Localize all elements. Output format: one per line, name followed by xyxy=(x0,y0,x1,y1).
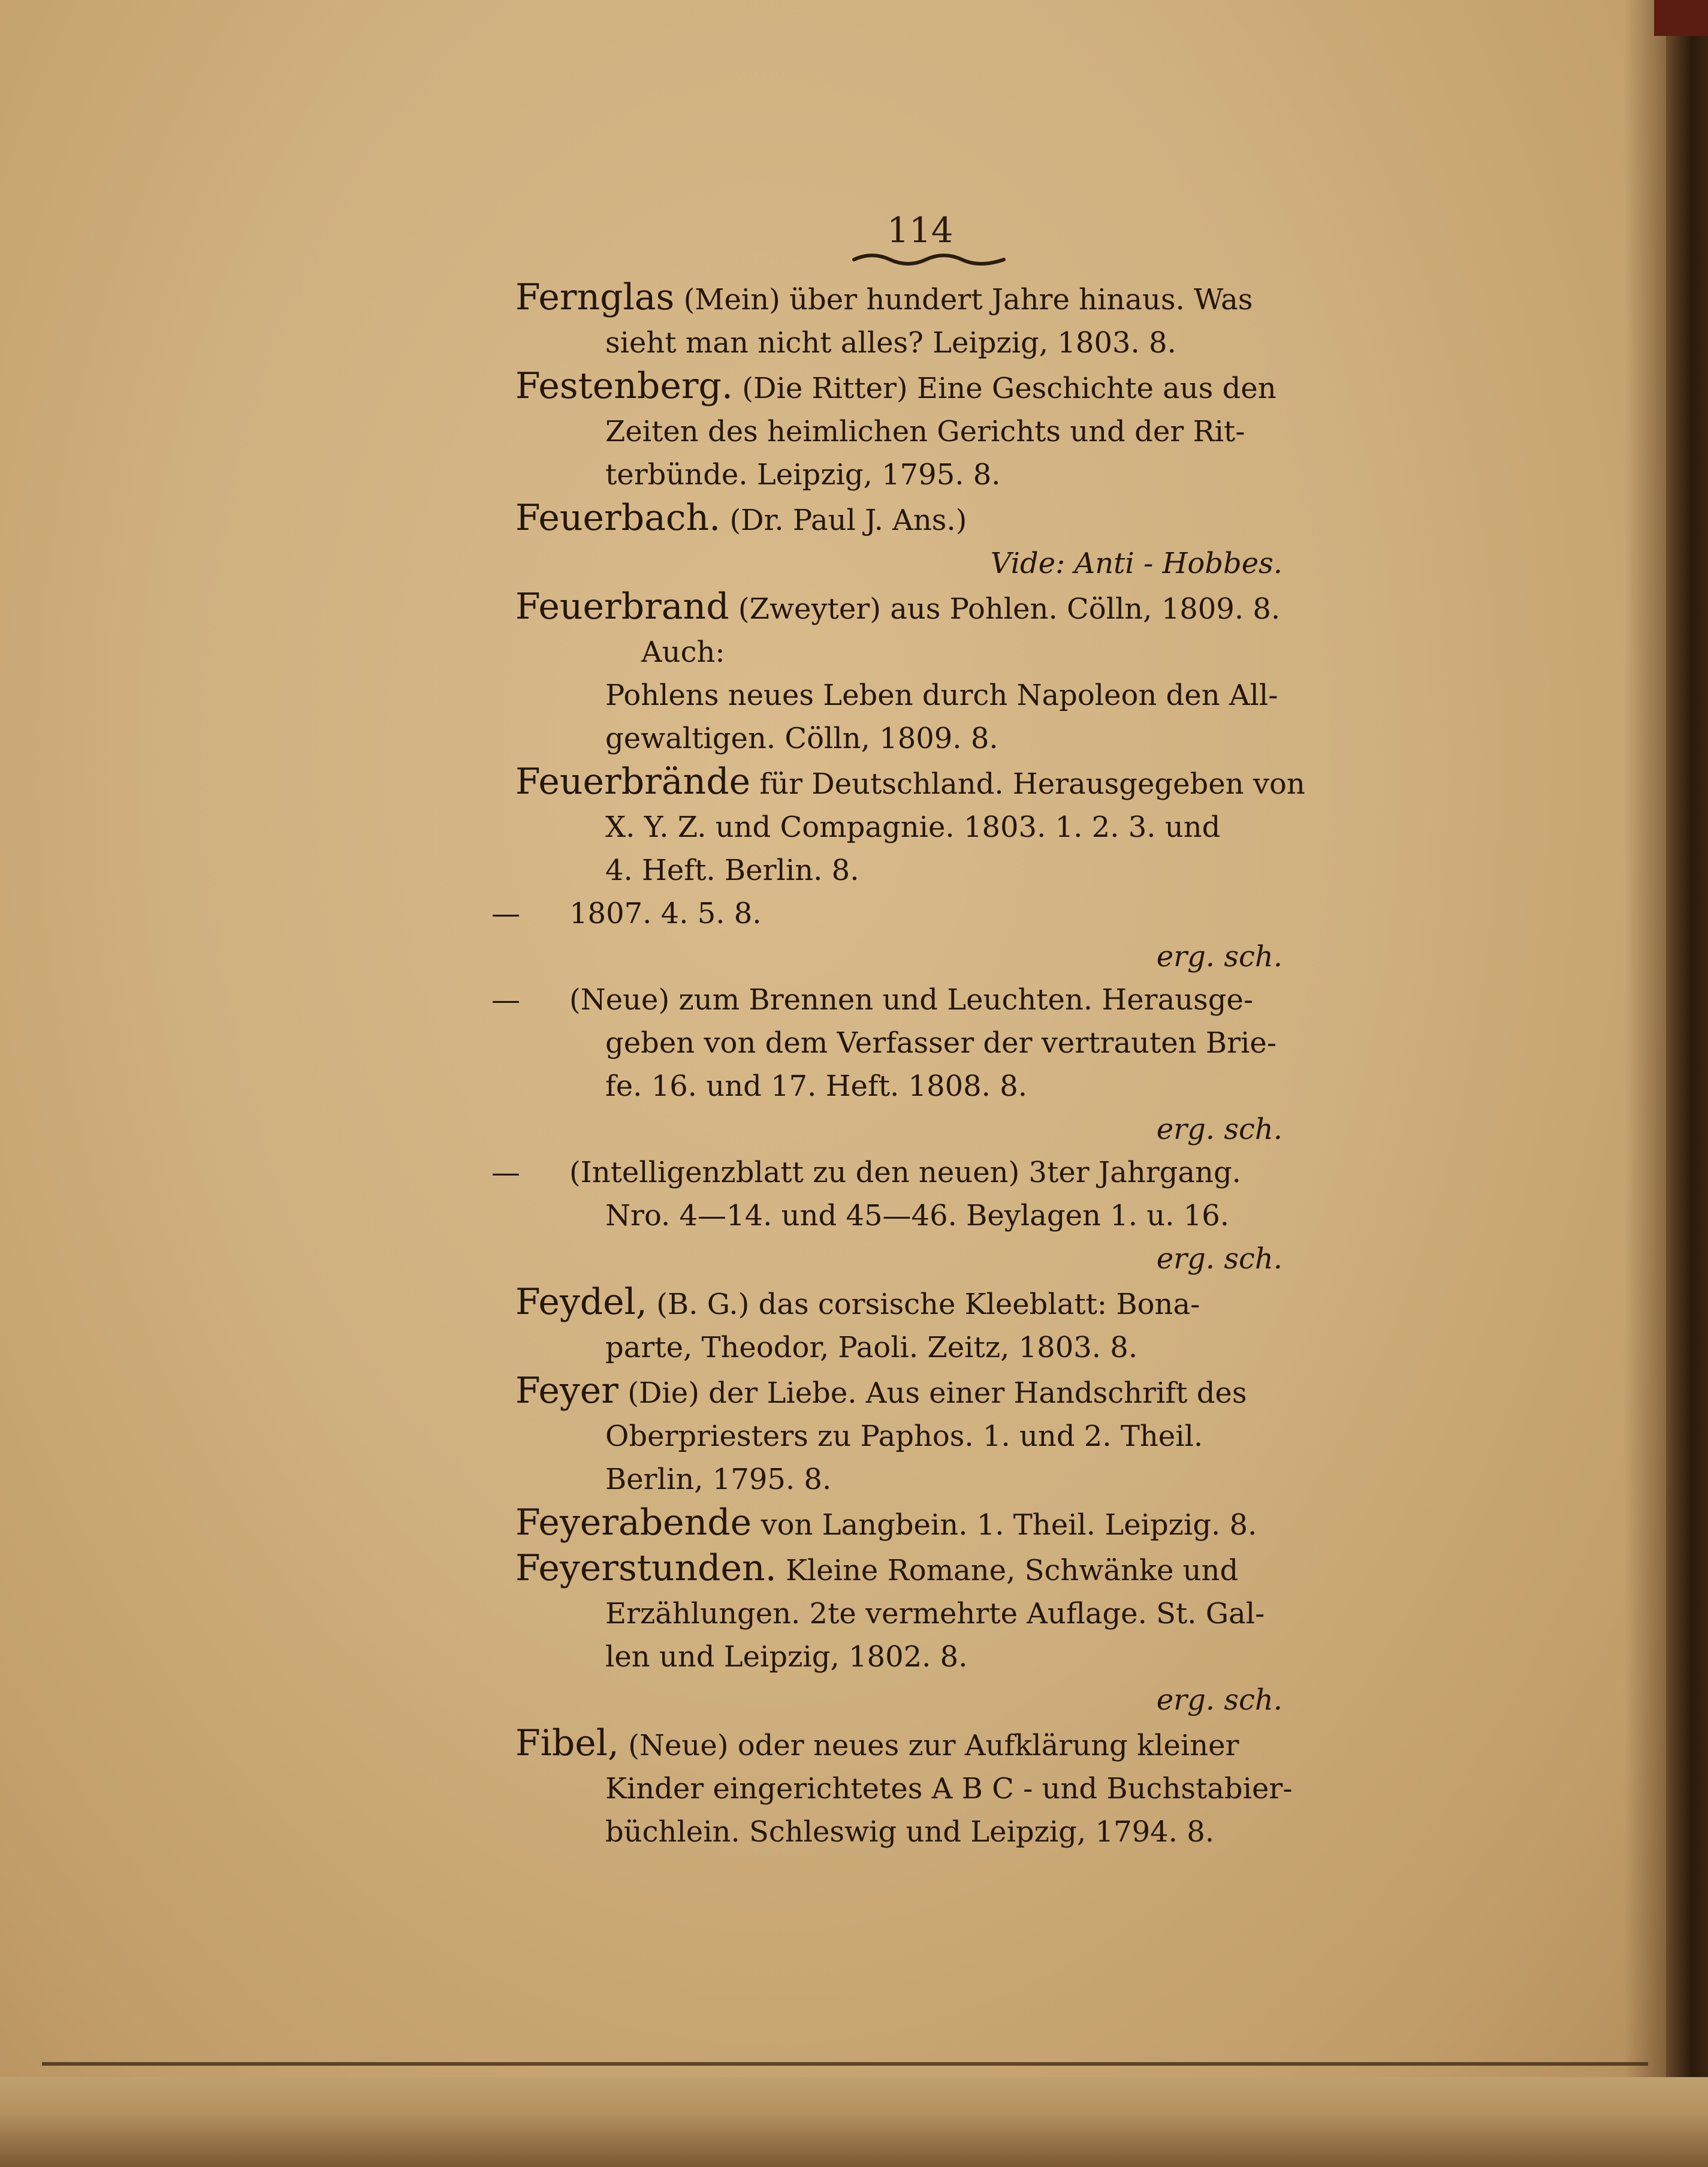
repeat-dash: — xyxy=(491,897,520,930)
entry-headword: Feuerbach. xyxy=(515,497,721,539)
repeat-dash: — xyxy=(491,1156,520,1189)
entry-continuation: Oberpriesters zu Paphos. 1. und 2. Theil. xyxy=(605,1419,1203,1453)
catalog-line xyxy=(515,364,1318,410)
entry-text: (Zweyter) aus Pohlen. Cölln, 1809. 8. xyxy=(738,592,1281,626)
entry-headword: Fibel, xyxy=(515,1722,619,1764)
entry-continuation: gewaltigen. Cölln, 1809. 8. xyxy=(605,722,998,755)
source-note: erg. sch. xyxy=(1156,940,1282,974)
entry-headword: Festenberg. xyxy=(515,365,733,407)
entry-text: für Deutschland. Herausgegeben von xyxy=(759,767,1305,801)
entry-continuation: Nro. 4—14. und 45—46. Beylagen 1. u. 16. xyxy=(605,1199,1230,1232)
catalog-line xyxy=(491,978,1318,1021)
catalog-line xyxy=(515,1369,1318,1415)
entry-headword: Feydel, xyxy=(515,1281,647,1323)
source-note: Vide: Anti - Hobbes. xyxy=(990,547,1282,580)
catalog-text xyxy=(491,276,1318,1853)
entry-headword: Feyer xyxy=(515,1370,618,1412)
book-binding xyxy=(1666,0,1708,2167)
entry-continuation: Berlin, 1795. 8. xyxy=(605,1463,832,1496)
entry-continuation: Pohlens neues Leben durch Napoleon den All- xyxy=(605,679,1278,712)
entry-headword: Fernglas xyxy=(515,276,675,318)
catalog-line xyxy=(491,892,1318,935)
entry-continuation: Kinder eingerichtetes A B C - und Buchstabier- xyxy=(605,1772,1293,1806)
entry-text: (Neue) oder neues zur Aufklärung kleiner xyxy=(628,1729,1239,1762)
entry-continuation: parte, Theodor, Paoli. Zeitz, 1803. 8. xyxy=(605,1331,1138,1364)
catalog-line xyxy=(515,276,1318,321)
catalog-line xyxy=(515,1501,1318,1547)
catalog-line xyxy=(515,760,1318,806)
entry-text: (Mein) über hundert Jahre hinaus. Was xyxy=(683,283,1253,317)
entry-headword: Feuerbrand xyxy=(515,586,729,628)
entry-text: (Neue) zum Brennen und Leuchten. Herausge- xyxy=(569,983,1254,1017)
page-edge-line xyxy=(42,2062,1648,2066)
entry-text: Kleine Romane, Schwänke und xyxy=(786,1554,1239,1587)
entry-headword: Feyerstunden. xyxy=(515,1547,777,1589)
gutter-shadow xyxy=(1624,0,1666,2167)
source-note: erg. sch. xyxy=(1156,1113,1282,1146)
catalog-line xyxy=(515,496,1318,542)
entry-text: (Dr. Paul J. Ans.) xyxy=(729,504,967,537)
catalog-line xyxy=(491,1151,1318,1194)
entry-continuation: X. Y. Z. und Compagnie. 1803. 1. 2. 3. und xyxy=(605,810,1221,844)
catalog-line xyxy=(515,1280,1318,1326)
entry-text: von Langbein. 1. Theil. Leipzig. 8. xyxy=(761,1508,1257,1542)
entry-continuation: geben von dem Verfasser der vertrauten Brie- xyxy=(605,1026,1277,1060)
entry-text: (Die) der Liebe. Aus einer Handschrift des xyxy=(627,1376,1247,1410)
entry-continuation: terbünde. Leipzig, 1795. 8. xyxy=(605,458,1001,492)
source-note: erg. sch. xyxy=(1156,1683,1282,1717)
catalog-line xyxy=(515,1722,1318,1767)
entry-continuation: len und Leipzig, 1802. 8. xyxy=(605,1640,968,1674)
entry-headword: Feyerabende xyxy=(515,1502,752,1544)
entry-continuation: fe. 16. und 17. Heft. 1808. 8. xyxy=(605,1069,1027,1103)
entry-continuation: büchlein. Schleswig und Leipzig, 1794. 8. xyxy=(605,1815,1214,1849)
repeat-dash: — xyxy=(491,983,520,1017)
entry-headword: Feuerbrände xyxy=(515,761,751,803)
binding-cover-corner xyxy=(1654,0,1708,36)
page-bottom-edge xyxy=(0,2077,1708,2167)
catalog-line xyxy=(515,585,1318,631)
entry-text: (Die Ritter) Eine Geschichte aus den xyxy=(742,372,1277,405)
entry-text: (Intelligenzblatt zu den neuen) 3ter Jahrgang. xyxy=(569,1156,1241,1189)
entry-continuation: sieht man nicht alles? Leipzig, 1803. 8. xyxy=(605,326,1176,360)
entry-text: 1807. 4. 5. 8. xyxy=(569,897,762,930)
entry-continuation: Erzählungen. 2te vermehrte Auflage. St. Gal- xyxy=(605,1597,1265,1630)
page-number: 114 xyxy=(887,210,953,251)
source-note: erg. sch. xyxy=(1156,1242,1282,1276)
ornament-rule xyxy=(851,249,1007,267)
entry-continuation: Zeiten des heimlichen Gerichts und der Rit- xyxy=(605,415,1245,448)
catalog-line xyxy=(515,1547,1318,1592)
entry-text: (B. G.) das corsische Kleeblatt: Bona- xyxy=(656,1288,1200,1321)
entry-subheading: Auch: xyxy=(641,635,725,669)
entry-continuation: 4. Heft. Berlin. 8. xyxy=(605,854,859,887)
